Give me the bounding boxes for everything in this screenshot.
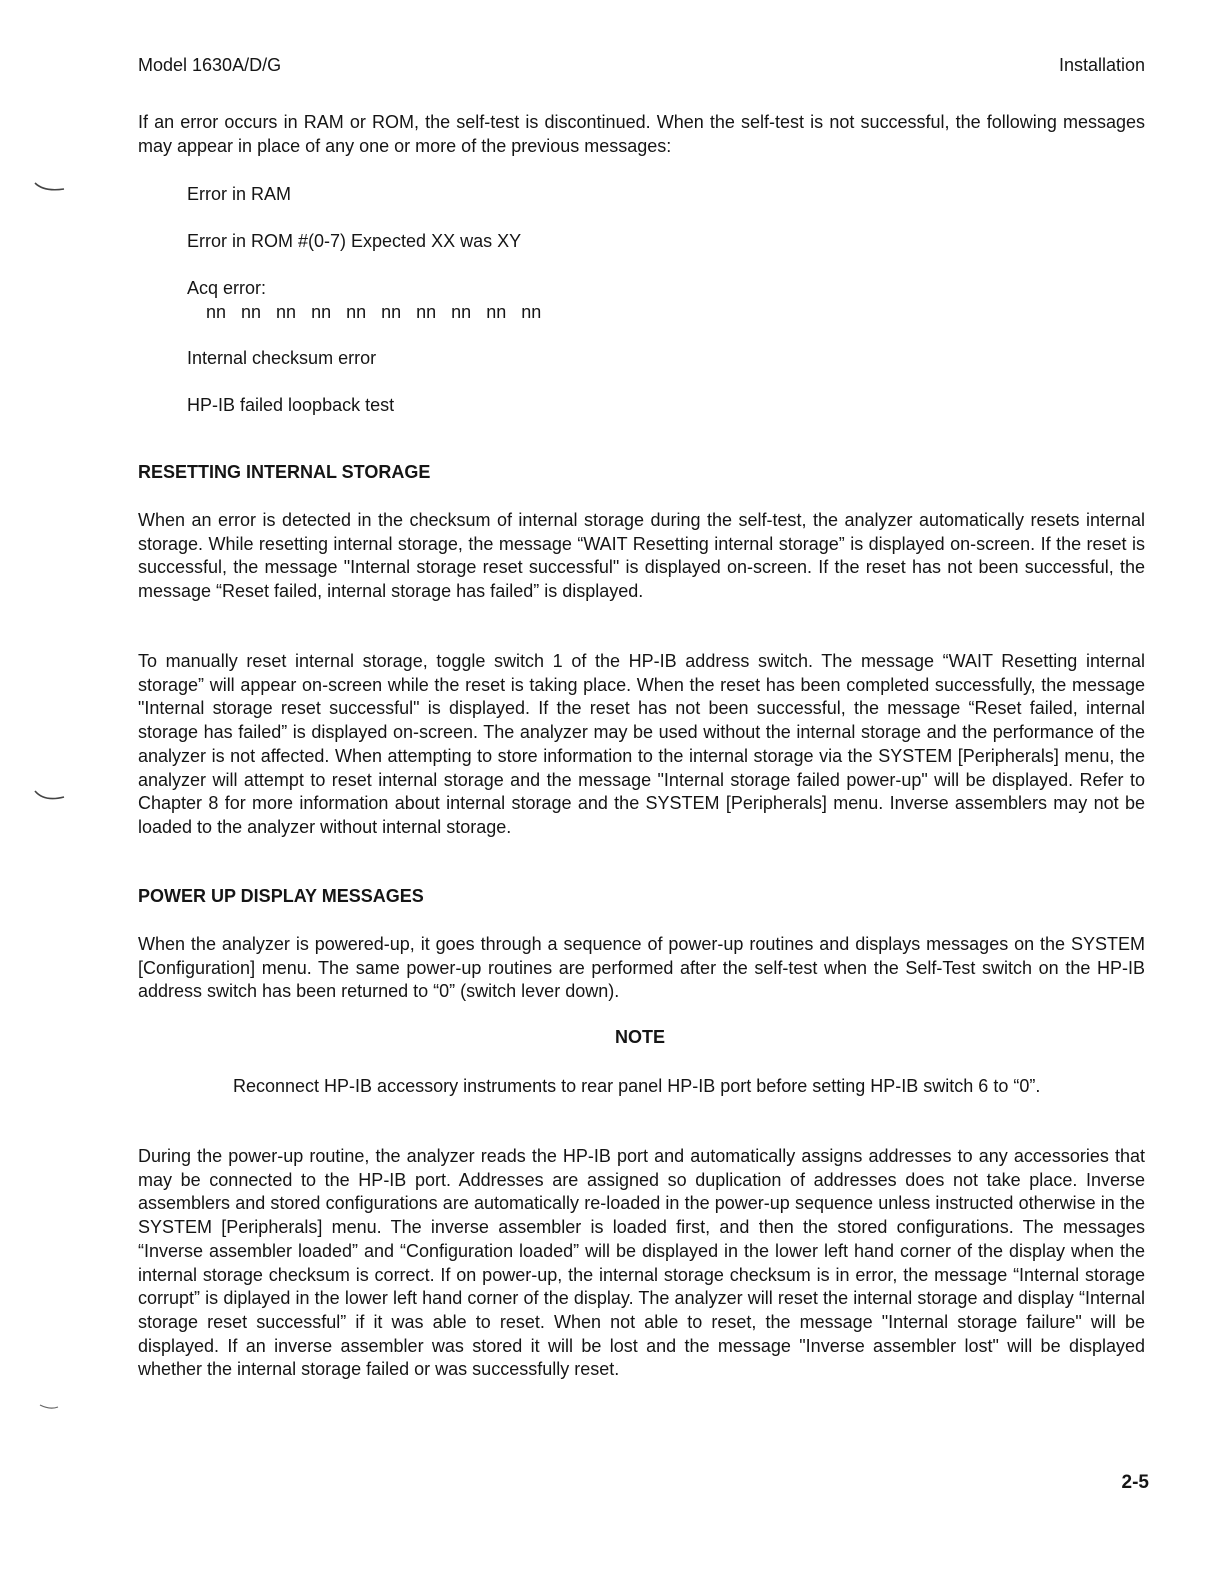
message-hpib-error: HP-IB failed loopback test	[187, 395, 395, 415]
page-number: 2-5	[1121, 1472, 1149, 1493]
message-acq-values: nn nn nn nn nn nn nn nn nn nn	[206, 302, 542, 322]
message-ram-error: Error in RAM	[187, 184, 292, 204]
header-section: Installation	[1058, 55, 1145, 75]
message-rom-error: Error in ROM #(0-7) Expected XX was XY	[187, 231, 522, 251]
message-acq-error: Acq error:	[187, 278, 267, 298]
note-title: NOTE	[614, 1027, 665, 1047]
message-checksum-error: Internal checksum error	[187, 348, 377, 368]
header-model: Model 1630A/D/G	[138, 55, 282, 75]
paragraph-power-up: When the analyzer is powered-up, it goes through a sequence of power-up routines and displays messages on the SYSTEM [Configuration] menu. The same power-up routines are performed after the self-test when the Self-Test switch on the HP-IB address switch has been returned to “0” (switch lever down).	[138, 934, 1145, 1002]
paragraph-reset-manual: To manually reset internal storage, toggle switch 1 of the HP-IB address switch. The message “WAIT Resetting internal storage” will appear on-screen while the reset is taking place. When the reset has been completed successfully, the message "Internal storage reset successful" is displayed. If the reset has not been successful, the message “Reset failed, internal storage has failed” is displayed on-screen. The analyzer may be used without the internal storage and the performance of the analyzer is not affected. When attempting to store information to the internal storage via the SYSTEM [Peripherals] menu, the analyzer will attempt to reset internal storage and the message "Internal storage failed power-up" will be displayed. Refer to Chapter 8 for more information about internal storage and the SYSTEM [Peripherals] menu. Inverse assemblers may not be loaded to the analyzer without internal storage.	[138, 651, 1145, 837]
binding-mark-3	[34, 1400, 68, 1414]
intro-paragraph: If an error occurs in RAM or ROM, the self-test is discontinued. When the self-test is not successful, the following messages may appear in place of any one or more of the previous messages:	[138, 112, 1145, 156]
paragraph-reset-auto: When an error is detected in the checksum of internal storage during the self-test, the analyzer automatically resets internal storage. While resetting internal storage, the message “WAIT Resetting internal storage” is displayed on-screen. If the reset is successful, the message "Internal storage reset successful" is displayed on-screen. If the reset has not been successful, the message “Reset failed, internal storage has failed” is displayed.	[138, 510, 1145, 602]
heading-resetting-internal-storage: RESETTING INTERNAL STORAGE	[138, 462, 431, 482]
paragraph-power-up-routine: During the power-up routine, the analyzer reads the HP-IB port and automatically assigns addresses to any accessories that may be connected to the HP-IB port. Addresses are assigned so duplication of addresses does not take place. Inverse assemblers and stored configurations are automatically re-loaded in the power-up sequence unless instructed otherwise in the SYSTEM [Peripherals] menu. The inverse assembler is loaded first, and then the stored configurations. The messages “Inverse assembler loaded” and “Configuration loaded” will be displayed in the lower left hand corner of the display when the internal storage checksum is correct. If on power-up, the internal storage checksum is in error, the message “Internal storage corrupt” is diplayed in the lower left hand corner of the display. The analyzer will reset the internal storage and display “Internal storage reset successful” if it was able to reset. When not able to reset, the message "Internal storage failure" will be displayed. If an inverse assembler was stored it will be lost and the message "Inverse assembler lost" will be displayed whether the internal storage failed or was successfully reset.	[138, 1146, 1145, 1380]
note-body: Reconnect HP-IB accessory instruments to rear panel HP-IB port before setting HP-IB switch 6 to “0”.	[233, 1076, 1041, 1096]
heading-power-up-display-messages: POWER UP DISPLAY MESSAGES	[138, 886, 424, 906]
binding-mark-1	[34, 180, 68, 194]
binding-mark-2	[34, 788, 68, 804]
